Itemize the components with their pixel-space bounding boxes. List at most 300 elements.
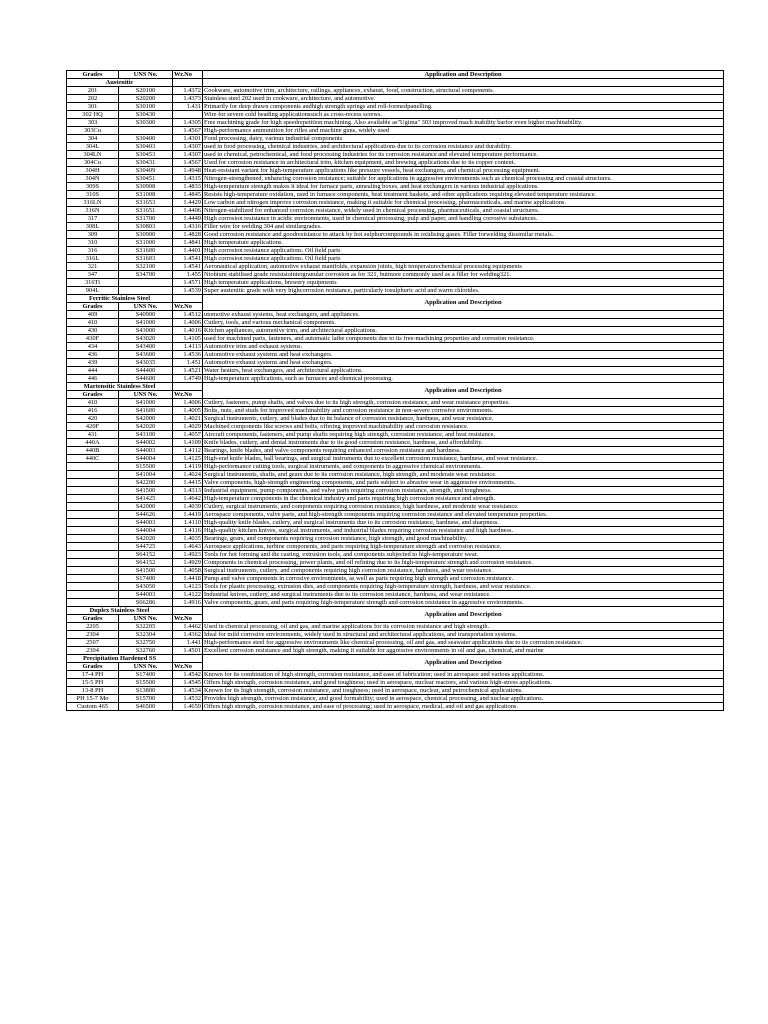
wrno-cell: 1.4923 — [173, 551, 203, 559]
header-grade: Grades — [67, 663, 119, 671]
table-row — [67, 279, 724, 287]
section-title: Duplex Stainless Steel — [67, 607, 173, 615]
uns-cell: S30300 — [119, 119, 173, 127]
description-cell: Nitrogen-strengthened, enhancing corrosion resistance; suitable for applications in aggressive environments such as chemical processing and coastal structures. — [203, 175, 724, 183]
uns-cell: S42020 — [119, 423, 173, 431]
uns-cell: S30400 — [119, 135, 173, 143]
section-title-row — [67, 655, 724, 663]
uns-cell: S44725 — [119, 543, 173, 551]
table-row — [67, 495, 724, 503]
table-row — [67, 311, 724, 319]
grade-cell: 303 — [67, 119, 119, 127]
grade-cell: 904L — [67, 287, 119, 295]
table-row — [67, 527, 724, 535]
grade-cell: 2507 — [67, 639, 119, 647]
table-row — [67, 447, 724, 455]
table-row — [67, 599, 724, 607]
grade-cell: 420F — [67, 423, 119, 431]
table-row — [67, 351, 724, 359]
uns-cell: S41004 — [119, 471, 173, 479]
wrno-cell: 1.4415 — [173, 479, 203, 487]
table-row — [67, 623, 724, 631]
uns-cell: S41600 — [119, 407, 173, 415]
description-cell: Resists high-temperature oxidation, used in furnace components, heat treatment baskets, and other applications requiring elevated temperature resistance. — [203, 191, 724, 199]
uns-cell: S30100 — [119, 103, 173, 111]
wrno-cell: 1.4539 — [173, 287, 203, 295]
table-row — [67, 271, 724, 279]
wrno-cell: 1.4113 — [173, 343, 203, 351]
wrno-cell: 1.4534 — [173, 687, 203, 695]
wrno-cell: 1.4372 — [173, 87, 203, 95]
uns-cell: S44003 — [119, 591, 173, 599]
section-title: Martensitic Stainless Steel — [67, 383, 173, 391]
table-row — [67, 423, 724, 431]
wrno-cell: 1.4024 — [173, 471, 203, 479]
section-title-blank — [173, 295, 203, 303]
grade-cell: 430 — [67, 327, 119, 335]
wrno-cell: 1.4123 — [173, 583, 203, 591]
wrno-cell: 1.4313 — [173, 487, 203, 495]
description-cell: Automotive trim and exhaust systems. — [203, 343, 724, 351]
description-cell: Offers high strength, corrosion resistance, and ease of processing; used in aerospace, medical, and oil and gas applications. — [203, 703, 724, 711]
wrno-cell: 1.4541 — [173, 255, 203, 263]
grade-cell: 304 — [67, 135, 119, 143]
wrno-cell: 1.4005 — [173, 407, 203, 415]
wrno-cell — [173, 111, 203, 119]
wrno-cell: 1.4929 — [173, 559, 203, 567]
section-title-blank — [173, 79, 203, 87]
section-title-blank — [173, 655, 203, 663]
grade-cell: 410 — [67, 399, 119, 407]
wrno-cell: 1.4536 — [173, 351, 203, 359]
grade-cell — [67, 495, 119, 503]
grade-cell: 321 — [67, 263, 119, 271]
description-cell: Pump and valve components in corrosive environments, as well as parts requiring high strength and corrosion resistance. — [203, 575, 724, 583]
uns-cell — [119, 127, 173, 135]
wrno-cell: 1.4643 — [173, 543, 203, 551]
table-row — [67, 127, 724, 135]
description-cell: Food processing, dairy, various industrial components — [203, 135, 724, 143]
uns-cell: S42000 — [119, 503, 173, 511]
grade-cell: 317 — [67, 215, 119, 223]
grade-cell: 2304 — [67, 631, 119, 639]
section-description-header: Application and Description — [203, 655, 724, 671]
uns-cell: S40900 — [119, 311, 173, 319]
description-cell: Valve components, gears, and parts requiring high-temperature strength and corrosion resistance in aggressive environments. — [203, 599, 724, 607]
description-cell: Offers high strength, corrosion resistance, and good toughness; used in aerospace, nuclear reactors, and various high-stress applications. — [203, 679, 724, 687]
description-cell: Known for its combination of high strength, corrosion resistance, and ease of fabrication; used in aerospace and various applications. — [203, 671, 724, 679]
table-row — [67, 263, 724, 271]
grade-cell: 309 — [67, 231, 119, 239]
grade-cell: 304H — [67, 167, 119, 175]
table-row — [67, 167, 724, 175]
grade-cell: 301 — [67, 103, 119, 111]
description-cell: Machined components like screws and bolts, offering improved machinability and corrosion resistance. — [203, 423, 724, 431]
description-cell: Cutlery, surgical instruments, and components requiring corrosion resistance, high hardness, and moderate wear resistance. — [203, 503, 724, 511]
uns-cell: S44400 — [119, 367, 173, 375]
wrno-cell: 1.4571 — [173, 279, 203, 287]
description-cell: Water heaters, heat exchangers, and architectural applications. — [203, 367, 724, 375]
description-cell: Industrial equipment, pump components, and valve parts requiring corrosion resistance, strength, and toughness. — [203, 487, 724, 495]
description-cell: Cutlery, fasteners, pump shafts, and valves due to its high strength, corrosion resistance, and wear resistance properties. — [203, 399, 724, 407]
uns-cell: S31008 — [119, 191, 173, 199]
wrno-cell: 1.4116 — [173, 527, 203, 535]
table-row — [67, 415, 724, 423]
table-row — [67, 239, 724, 247]
wrno-cell: 1.4916 — [173, 599, 203, 607]
wrno-cell: 1.4545 — [173, 679, 203, 687]
table-row — [67, 87, 724, 95]
table-row — [67, 671, 724, 679]
table-row — [67, 687, 724, 695]
uns-cell: S15500 — [119, 679, 173, 687]
uns-cell: S43050 — [119, 583, 173, 591]
grade-cell: 17-4 PH — [67, 671, 119, 679]
uns-cell: S44004 — [119, 455, 173, 463]
uns-cell: S43600 — [119, 351, 173, 359]
grade-cell — [67, 471, 119, 479]
table-row — [67, 575, 724, 583]
description-cell: High corrosion resistance applications. Oil field parts — [203, 247, 724, 255]
wrno-cell: 1.4057 — [173, 431, 203, 439]
table-row — [67, 487, 724, 495]
grade-cell: 2304 — [67, 647, 119, 655]
description-cell: Surgical instruments, cutlery, and blades due to its balance of corrosion resistance, hardness, and wear resistance. — [203, 415, 724, 423]
description-cell: Surgical instruments, shafts, and gears due to its corrosion resistance, high strength, and moderate wear resistance. — [203, 471, 724, 479]
wrno-cell: 1.4542 — [173, 671, 203, 679]
description-cell: Automotive exhaust systems and heat exchangers. — [203, 359, 724, 367]
wrno-cell: 1.4948 — [173, 167, 203, 175]
uns-cell: S30431 — [119, 159, 173, 167]
header-wrno: Wr.No — [173, 391, 203, 399]
uns-cell: S43400 — [119, 343, 173, 351]
grade-cell: 446 — [67, 375, 119, 383]
grade-cell: 2205 — [67, 623, 119, 631]
description-cell: Bearings, knife blades, and valve components requiring enhanced corrosion resistance and hardness. — [203, 447, 724, 455]
grade-cell: 430F — [67, 335, 119, 343]
table-row — [67, 463, 724, 471]
uns-cell: S13800 — [119, 687, 173, 695]
grade-cell: 416 — [67, 407, 119, 415]
grade-cell: 410 — [67, 319, 119, 327]
table-row — [67, 695, 724, 703]
header-row — [67, 71, 724, 79]
grade-cell: 440B — [67, 447, 119, 455]
table-row — [67, 591, 724, 599]
uns-cell: S34700 — [119, 271, 173, 279]
wrno-cell: 1.4307 — [173, 151, 203, 159]
description-cell: Bearings, gears, and components requiring corrosion resistance, high strength, and good machinability. — [203, 535, 724, 543]
uns-cell: S30409 — [119, 167, 173, 175]
table-row — [67, 135, 724, 143]
uns-cell: S30900 — [119, 231, 173, 239]
table-row — [67, 471, 724, 479]
description-cell: High corrosion resistance applications. Oil field parts — [203, 255, 724, 263]
wrno-cell: 1.4021 — [173, 415, 203, 423]
uns-cell: S32205 — [119, 623, 173, 631]
grade-cell: 431 — [67, 431, 119, 439]
uns-cell: S43020 — [119, 335, 173, 343]
description-cell: Used in chemical processing, oil and gas, and marine applications for its corrosion resistance and high strength. — [203, 623, 724, 631]
section-title: Ferritic Stainless Steel — [67, 295, 173, 303]
wrno-cell: 1.4462 — [173, 623, 203, 631]
description-cell: Knife blades, cutlery, and dental instruments due to its good corrosion resistance, hardness, and affordability. — [203, 439, 724, 447]
header-uns: UNS No. — [119, 615, 173, 623]
table-row — [67, 367, 724, 375]
table-row — [67, 175, 724, 183]
wrno-cell: 1.4406 — [173, 207, 203, 215]
section-title-row — [67, 295, 724, 303]
wrno-cell: 1.4315 — [173, 175, 203, 183]
table-row — [67, 703, 724, 711]
description-cell: High-performance steel for aggressive environments like chemical processing, oil and gas, and seawater applications due to its corrosion resistance. — [203, 639, 724, 647]
description-cell: High-performance ammunition for rifles and machine guns, widely used — [203, 127, 724, 135]
uns-cell: S42000 — [119, 415, 173, 423]
table-row — [67, 327, 724, 335]
uns-cell: S41000 — [119, 319, 173, 327]
wrno-cell: 1.4125 — [173, 455, 203, 463]
table-row — [67, 567, 724, 575]
description-cell: Aerospace components, valve parts, and high-strength components requiring corrosion resistance and elevated temperature properties. — [203, 511, 724, 519]
grade-cell: 439 — [67, 359, 119, 367]
uns-cell: S31000 — [119, 239, 173, 247]
description-cell: Aircraft components, fasteners, and pump shafts requiring high strength, corrosion resistance, and heat resistance. — [203, 431, 724, 439]
wrno-cell: 1.4567 — [173, 127, 203, 135]
table-row — [67, 439, 724, 447]
description-cell: Used for corrosion resistance in architectural trim, kitchen equipment, and brewing applications due to its copper content. — [203, 159, 724, 167]
description-cell: High temperature applications, brewery equipments — [203, 279, 724, 287]
description-cell: High-performance cutting tools, surgical instruments, and components in aggressive chemical environments. — [203, 463, 724, 471]
table-row — [67, 207, 724, 215]
table-row — [67, 407, 724, 415]
header-grade: Grades — [67, 71, 119, 79]
table-row — [67, 631, 724, 639]
section-description-header: Application and Description — [203, 383, 724, 399]
wrno-cell: 1.4828 — [173, 231, 203, 239]
uns-cell: S30403 — [119, 143, 173, 151]
header-description: Application and Description — [203, 71, 724, 79]
description-cell: Wire for severe cold heading applicationssuch as cross-recess screws. — [203, 111, 724, 119]
uns-cell: S32760 — [119, 647, 173, 655]
uns-cell: S17400 — [119, 575, 173, 583]
wrno-cell: 1.4567 — [173, 159, 203, 167]
description-cell: Aeronautical application, automotive exhaust manifolds, expansion joints, high temperaturechemical processing equipments — [203, 263, 724, 271]
uns-cell: S30453 — [119, 151, 173, 159]
wrno-cell: 1.4512 — [173, 311, 203, 319]
description-cell: Automotive exhaust systems and heat exchangers. — [203, 351, 724, 359]
uns-cell: S44600 — [119, 375, 173, 383]
wrno-cell: 1.4110 — [173, 519, 203, 527]
grade-cell: 310S — [67, 191, 119, 199]
uns-cell: S30451 — [119, 175, 173, 183]
grade-cell — [67, 583, 119, 591]
wrno-cell: 1.4122 — [173, 591, 203, 599]
table-row — [67, 551, 724, 559]
uns-cell: S41000 — [119, 399, 173, 407]
table-row — [67, 119, 724, 127]
description-cell: High-temperature strength makes it ideal for furnace parts, annealing boxes, and heat exchangers in various industrial applications. — [203, 183, 724, 191]
uns-cell: S30803 — [119, 223, 173, 231]
table-row — [67, 151, 724, 159]
table-row — [67, 583, 724, 591]
grade-cell: Custom 465 — [67, 703, 119, 711]
uns-cell: S64152 — [119, 559, 173, 567]
uns-cell — [119, 279, 173, 287]
grade-cell: 303Cu — [67, 127, 119, 135]
wrno-cell: 1.4119 — [173, 463, 203, 471]
grade-cell: 302 HQ — [67, 111, 119, 119]
grade-cell: 347 — [67, 271, 119, 279]
table-row — [67, 223, 724, 231]
table-row — [67, 215, 724, 223]
table-row — [67, 503, 724, 511]
wrno-cell: 1.4058 — [173, 567, 203, 575]
grade-cell — [67, 551, 119, 559]
grade-cell: 310 — [67, 239, 119, 247]
grade-cell: 15-5 PH — [67, 679, 119, 687]
wrno-cell: 1.4401 — [173, 247, 203, 255]
grade-cell: 316Ti — [67, 279, 119, 287]
section-title-blank — [203, 79, 724, 87]
wrno-cell: 1.4016 — [173, 327, 203, 335]
table-row — [67, 479, 724, 487]
grade-cell: 440C — [67, 455, 119, 463]
description-cell: used in chemical, petrochemical, and food processing industries for its corrosion resistance and elevated temperature performance. — [203, 151, 724, 159]
section-title-row — [67, 607, 724, 615]
table-row — [67, 159, 724, 167]
uns-cell: S30908 — [119, 183, 173, 191]
grade-cell: PH 15-7 Mo — [67, 695, 119, 703]
wrno-cell: 1.4316 — [173, 223, 203, 231]
section-title-row — [67, 79, 724, 87]
description-cell: Provides high strength, corrosion resistance, and good formability; used in aerospace, chemical processing, and nuclear applications. — [203, 695, 724, 703]
section-title: Austenitic — [67, 79, 173, 87]
uns-cell: S17400 — [119, 671, 173, 679]
table-row — [67, 559, 724, 567]
description-cell: Bolts, nuts, and studs for improved machinability and corrosion resistance in non-severe corrosive environments. — [203, 407, 724, 415]
uns-cell: S15700 — [119, 695, 173, 703]
grades-table-body — [67, 71, 724, 711]
header-uns: UNS No. — [119, 303, 173, 311]
description-cell: Stainless steel 202 used in cookware, architecture, and automotive. — [203, 95, 724, 103]
uns-cell: S43035 — [119, 359, 173, 367]
wrno-cell: 1.4301 — [173, 135, 203, 143]
table-row — [67, 455, 724, 463]
grade-cell — [67, 535, 119, 543]
description-cell: Super austenitic grade with very highcorrosion resistance, particularly tosulphuric acid and warm chlorides. — [203, 287, 724, 295]
description-cell: High-quality knife blades, cutlery, and surgical instruments due to its corrosion resistance, hardness, and sharpness. — [203, 519, 724, 527]
wrno-cell: 1.4659 — [173, 703, 203, 711]
uns-cell: S41425 — [119, 495, 173, 503]
wrno-cell: 1.4841 — [173, 239, 203, 247]
wrno-cell: 1.4532 — [173, 695, 203, 703]
grade-cell — [67, 567, 119, 575]
grade-cell: 201 — [67, 87, 119, 95]
wrno-cell: 1.4039 — [173, 503, 203, 511]
section-title: Precipitation Hardened SS — [67, 655, 173, 663]
wrno-cell: 1.4112 — [173, 447, 203, 455]
wrno-cell: 1.4541 — [173, 263, 203, 271]
grade-cell: 304Cu — [67, 159, 119, 167]
grade-cell: 304LN — [67, 151, 119, 159]
description-cell: Good corrosion resistance and goodresistance to attack by hot sulphurcompounds in oxidising gases. Filler forwelding dissimilar metals. — [203, 231, 724, 239]
wrno-cell: 1.4501 — [173, 647, 203, 655]
wrno-cell: 1.431 — [173, 103, 203, 111]
table-row — [67, 647, 724, 655]
wrno-cell: 1.4029 — [173, 423, 203, 431]
grade-cell: 409 — [67, 311, 119, 319]
wrno-cell: 1.441 — [173, 639, 203, 647]
wrno-cell: 1.4418 — [173, 575, 203, 583]
uns-cell: S41500 — [119, 567, 173, 575]
uns-cell: S43000 — [119, 327, 173, 335]
description-cell: Kitchen appliances, automotive trim, and architectural applications. — [203, 327, 724, 335]
grade-cell: 202 — [67, 95, 119, 103]
description-cell: used for machined parts, fasteners, and automatic lathe components due to its free-machining properties and corrosion resistance. — [203, 335, 724, 343]
grade-cell: 316L — [67, 255, 119, 263]
grades-sheet — [66, 70, 723, 711]
wrno-cell: 1.4845 — [173, 191, 203, 199]
table-row — [67, 199, 724, 207]
header-grade: Grades — [67, 391, 119, 399]
table-row — [67, 183, 724, 191]
description-cell: Ideal for mild corrosive environments, widely used in structural and architectural applications, and transportation systems. — [203, 631, 724, 639]
description-cell: Valve components, high-strength engineering components, and parts subject to abrasive wear in aggressive environments. — [203, 479, 724, 487]
grade-cell — [67, 479, 119, 487]
grade-cell: 440A — [67, 439, 119, 447]
description-cell: Niobium stabilised grade resiststointergranular corrosion as for 321, butmore commonly used as a filler for welding321. — [203, 271, 724, 279]
description-cell: Known for its high strength, corrosion resistance, and toughness; used in aerospace, nuclear, and petrochemical applications. — [203, 687, 724, 695]
table-row — [67, 287, 724, 295]
wrno-cell: 1.4419 — [173, 511, 203, 519]
grade-cell — [67, 591, 119, 599]
table-row — [67, 111, 724, 119]
grade-cell: 436 — [67, 351, 119, 359]
grade-cell — [67, 527, 119, 535]
uns-cell: S44004 — [119, 527, 173, 535]
description-cell: Low carbon and nitrogen improve corrosion resistance, making it suitable for chemical processing, pharmaceuticals, and marine applications. — [203, 199, 724, 207]
uns-cell — [119, 287, 173, 295]
description-cell: High temperature applications. — [203, 239, 724, 247]
wrno-cell: 1.455 — [173, 271, 203, 279]
wrno-cell: 1.4006 — [173, 319, 203, 327]
wrno-cell: 1.4362 — [173, 631, 203, 639]
description-cell: High-temperature applications, such as furnaces and chemical processing. — [203, 375, 724, 383]
section-description-header: Application and Description — [203, 295, 724, 311]
uns-cell: S44002 — [119, 439, 173, 447]
section-description-header: Application and Description — [203, 607, 724, 623]
description-cell: Tools for hot forming and die casting, extrusion tools, and components subjected to high-temperature wear. — [203, 551, 724, 559]
grade-cell — [67, 559, 119, 567]
grade-cell: 434 — [67, 343, 119, 351]
header-wrno: Wr.No — [173, 71, 203, 79]
section-title-blank — [173, 607, 203, 615]
description-cell: Filler wire for welding 304 and similargrades. — [203, 223, 724, 231]
grade-cell — [67, 519, 119, 527]
grade-cell: 316 — [67, 247, 119, 255]
table-row — [67, 103, 724, 111]
table-row — [67, 231, 724, 239]
table-row — [67, 519, 724, 527]
table-row — [67, 343, 724, 351]
wrno-cell: 1.4833 — [173, 183, 203, 191]
grade-cell: 316LN — [67, 199, 119, 207]
description-cell: utomotive exhaust systems, heat exchangers, and appliances. — [203, 311, 724, 319]
wrno-cell: 1.4006 — [173, 399, 203, 407]
header-wrno: Wr.No — [173, 615, 203, 623]
uns-cell: S32304 — [119, 631, 173, 639]
uns-cell: S46500 — [119, 703, 173, 711]
